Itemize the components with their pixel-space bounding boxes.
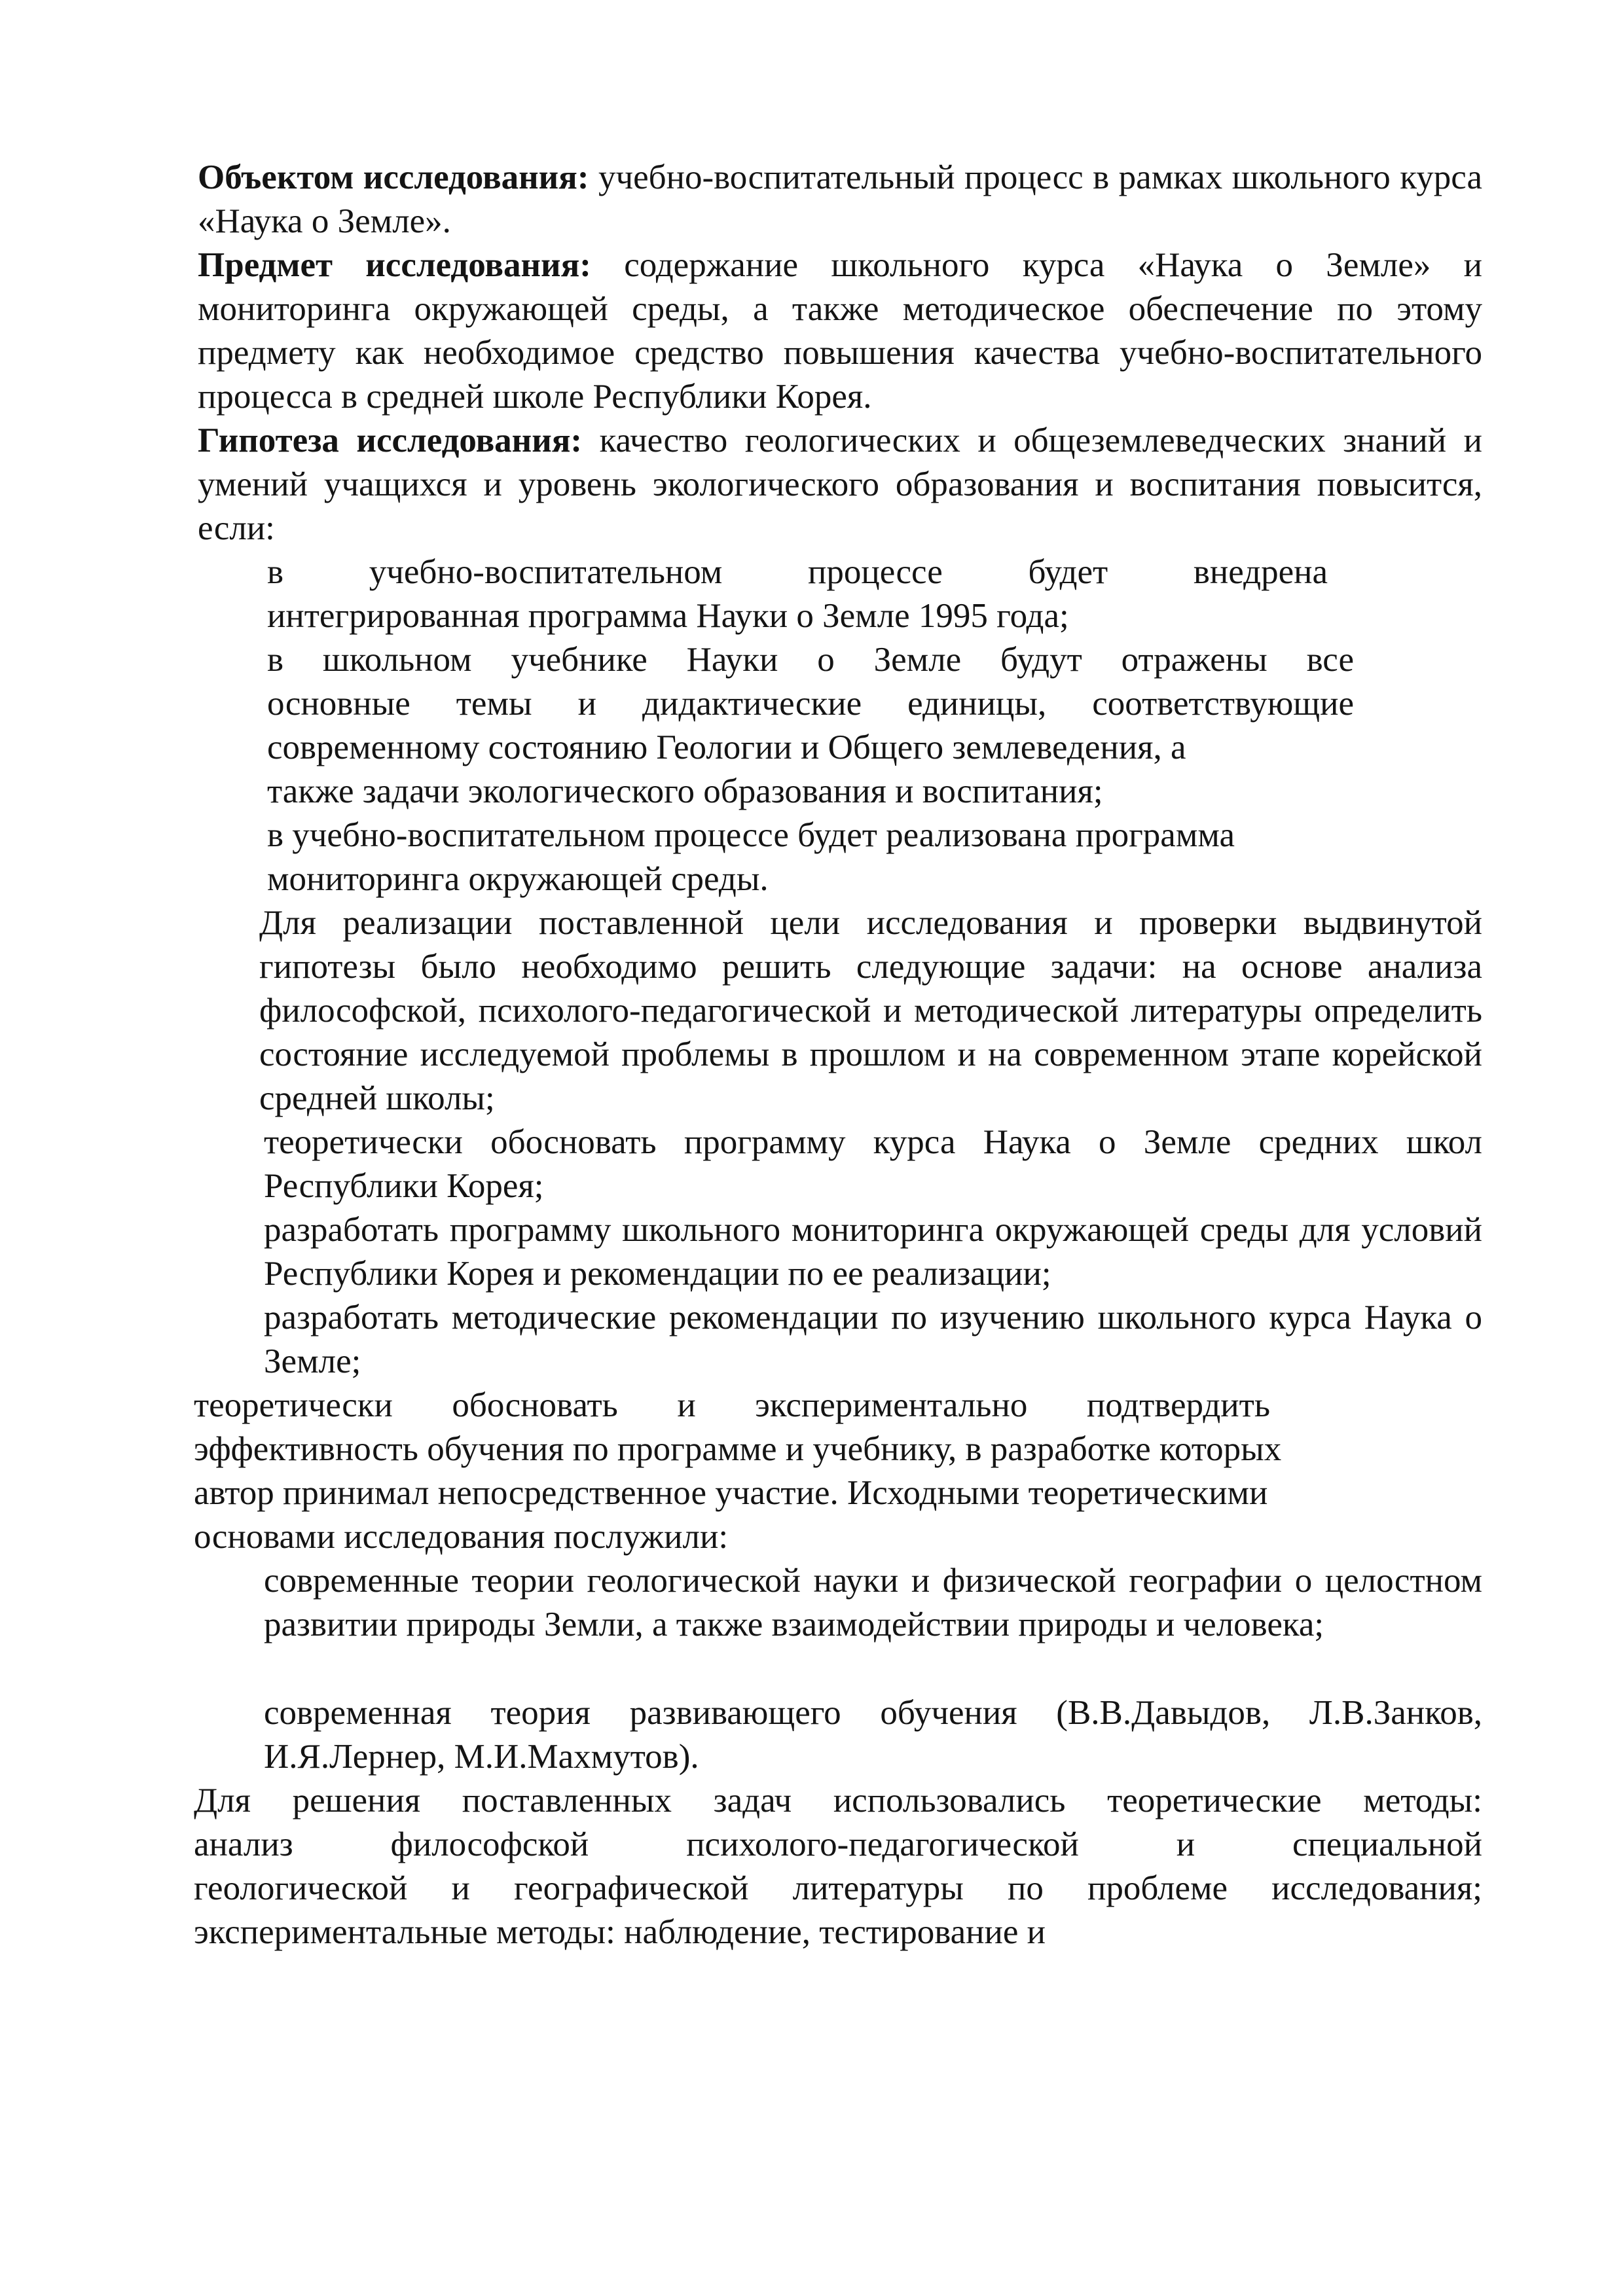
- final-task-paragraph: [194, 1384, 1438, 1559]
- task-item-1-text: теоретически обосновать программу курса Наука о Земле средних школ Республики Корея;: [264, 1123, 1482, 1205]
- subject-text: содержание школьного курса «Наука о Земле» и мониторинга окружающей среды, а также методическое обеспечение по этому предмету как необходимое средство повышения качества учебно-воспитательного процесса в средней школе Республики Корея.: [198, 246, 1482, 416]
- tasks-intro-text: Для реализации поставленной цели исследования и проверки выдвинутой гипотезы было необходимо решить следующие задачи: на основе анализа философской, психолого-педагогической и методической литературы определить состояние исследуемой проблемы в прошлом и на современном этапе корейской средней школы;: [259, 904, 1482, 1117]
- final-task-line-2: эффективность обучения по программе и учебнику, в разработке которых: [194, 1430, 1282, 1468]
- final-task-line-4: основами исследования послужили:: [194, 1518, 729, 1556]
- hypothesis-item-1-line-1: в учебно-воспитательном процессе будет внедрена: [267, 553, 1328, 591]
- methods-line-4: экспериментальные методы: наблюдение, тестирование и: [194, 1913, 1046, 1951]
- object-text: учебно-воспитательный процесс в рамках школьного курса «Наука о Земле».: [198, 158, 1482, 240]
- foundation-item-2-text: современная теория развивающего обучения (В.В.Давыдов, Л.В.Занков, И.Я.Лернер, М.И.Махмутов).: [264, 1694, 1482, 1776]
- task-item-1: [264, 1121, 1482, 1208]
- methods-line-1: Для решения поставленных задач использовались теоретические методы:: [194, 1782, 1482, 1820]
- hypothesis-item-3-line-1: в учебно-воспитательном процессе будет реализована программа: [267, 816, 1235, 854]
- object-paragraph: [198, 156, 1482, 243]
- hypothesis-paragraph: [198, 419, 1482, 550]
- hypothesis-item-3: [267, 814, 1354, 901]
- foundation-item-1: [264, 1559, 1482, 1647]
- methods-line-3: геологической и географической литературы по проблеме исследования;: [194, 1869, 1482, 1907]
- hypothesis-item-2-line-1: в школьном учебнике Науки о Земле будут отражены все: [267, 641, 1354, 679]
- subject-paragraph: [198, 243, 1482, 419]
- task-item-2: [264, 1208, 1482, 1296]
- methods-paragraph: [194, 1779, 1482, 1954]
- foundation-item-1-text: современные теории геологической науки и физической географии о целостном развитии природы Земли, а также взаимодействии природы и человека;: [264, 1562, 1482, 1643]
- hypothesis-item-1: [267, 550, 1328, 638]
- tasks-intro-paragraph: [259, 901, 1482, 1121]
- foundation-item-2: [264, 1691, 1482, 1779]
- hypothesis-item-2-line-2: основные темы и дидактические единицы, соответствующие: [267, 685, 1354, 723]
- hypothesis-label: Гипотеза исследования:: [198, 422, 583, 459]
- hypothesis-text: качество геологических и общеземлеведческих знаний и умений учащихся и уровень экологического образования и воспитания повысится, если:: [198, 422, 1483, 547]
- object-label: Объектом исследования:: [198, 158, 589, 196]
- subject-label: Предмет исследования:: [198, 246, 591, 284]
- methods-line-2: анализ философской психолого-педагогической и специальной: [194, 1825, 1482, 1863]
- final-task-line-1: теоретически обосновать и экспериментально подтвердить: [194, 1386, 1270, 1424]
- hypothesis-item-1-line-2: интегрированная программа Науки о Земле 1995 года;: [267, 597, 1069, 635]
- final-task-line-3: автор принимал непосредственное участие. Исходными теоретическими: [194, 1474, 1268, 1512]
- task-item-2-text: разработать программу школьного мониторинга окружающей среды для условий Республики Корея и рекомендации по ее реализации;: [264, 1211, 1482, 1293]
- hypothesis-item-3-line-2: мониторинга окружающей среды.: [267, 860, 769, 898]
- hypothesis-item-2-line-3: современному состоянию Геологии и Общего землеведения, а: [267, 728, 1186, 766]
- hypothesis-item-2: [267, 638, 1354, 814]
- task-item-3: [264, 1296, 1482, 1384]
- hypothesis-item-2-line-4: также задачи экологического образования и воспитания;: [267, 772, 1103, 810]
- task-item-3-text: разработать методические рекомендации по изучению школьного курса Наука о Земле;: [264, 1299, 1482, 1380]
